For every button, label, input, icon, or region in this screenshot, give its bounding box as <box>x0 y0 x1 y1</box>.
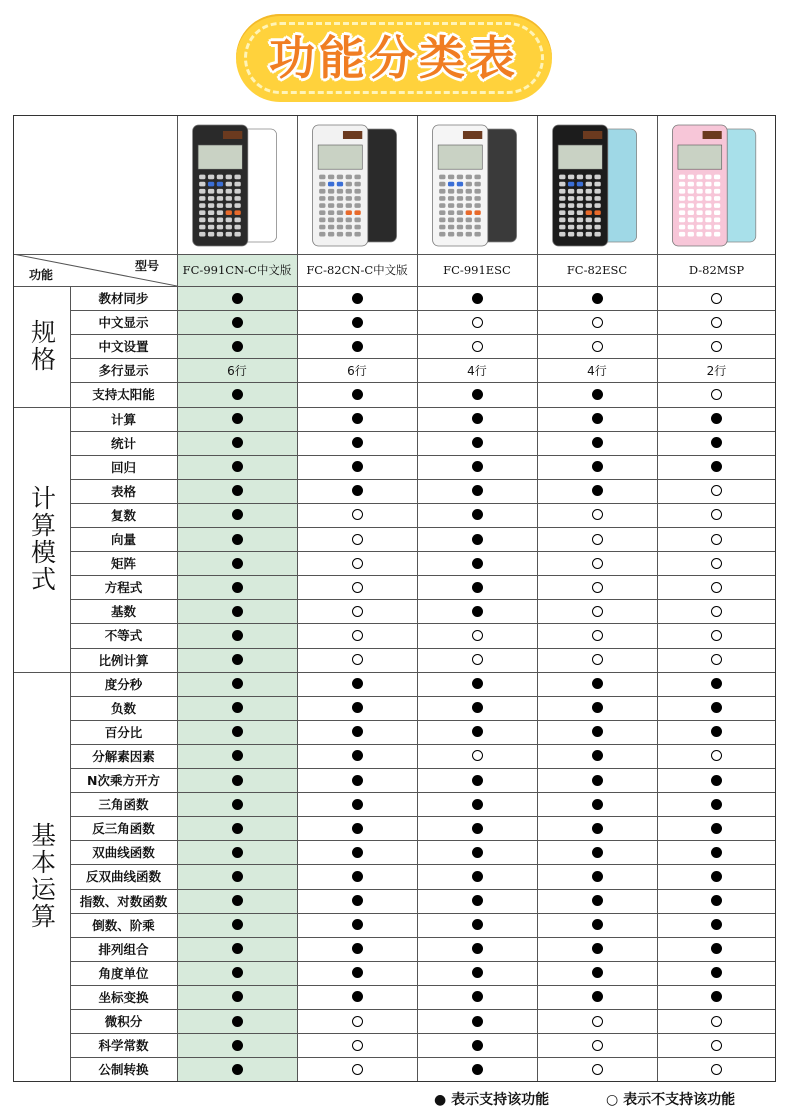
feature-label: 统计 <box>110 435 136 451</box>
legend-open-text: ○ 表示不支持该功能 <box>606 1092 736 1108</box>
value-text: 4行 <box>587 363 607 378</box>
feature-label: 排列组合 <box>98 941 149 957</box>
feature-label: 度分秒 <box>104 676 143 692</box>
model-name: D-82MSP <box>688 263 745 277</box>
value-text: 6行 <box>347 363 367 378</box>
legend-filled-text: ● 表示支持该功能 <box>434 1092 550 1108</box>
value-text: 6行 <box>227 363 247 378</box>
value-text: 4行 <box>467 363 487 378</box>
feature-label: 中文显示 <box>98 315 149 331</box>
legend-filled <box>434 1086 549 1112</box>
category-label: 基本运算 <box>27 822 57 931</box>
category-label: 规格 <box>27 319 57 374</box>
feature-label: 公制转换 <box>98 1062 149 1078</box>
table-frame <box>13 115 776 1082</box>
feature-label: 百分比 <box>104 724 143 740</box>
feature-label: 分解素因素 <box>92 748 155 764</box>
feature-label: 复数 <box>110 507 136 523</box>
model-name: FC-991ESC <box>443 263 511 277</box>
feature-label: 角度单位 <box>98 965 149 981</box>
feature-label: 多行显示 <box>98 363 149 379</box>
header-function-label: 功能 <box>29 268 54 282</box>
feature-label: 反双曲线函数 <box>85 869 161 885</box>
feature-label: 矩阵 <box>110 556 136 572</box>
feature-label: 不等式 <box>104 628 143 644</box>
model-name: FC-82CN-C中文版 <box>306 263 408 277</box>
legend-open <box>606 1086 735 1112</box>
feature-label: 坐标变换 <box>98 989 149 1005</box>
feature-label: 反三角函数 <box>92 821 155 837</box>
feature-label: 支持太阳能 <box>92 387 155 403</box>
feature-label: 微积分 <box>104 1014 143 1030</box>
feature-label: 中文设置 <box>98 339 149 355</box>
feature-label: N次乘方开方 <box>87 773 160 789</box>
feature-label: 回归 <box>110 459 136 475</box>
feature-label: 方程式 <box>104 580 143 596</box>
category-label: 计算模式 <box>27 485 57 594</box>
model-name: FC-991CN-C中文版 <box>182 263 292 277</box>
feature-label: 表格 <box>110 483 136 499</box>
feature-label: 比例计算 <box>98 652 149 668</box>
model-name: FC-82ESC <box>566 263 628 277</box>
feature-label: 教材同步 <box>98 291 149 307</box>
header-model-label: 型号 <box>135 259 160 273</box>
feature-label: 双曲线函数 <box>92 845 155 861</box>
page-title: 功能分类表 <box>269 31 519 85</box>
feature-label: 计算 <box>110 411 136 427</box>
value-text: 2行 <box>706 363 727 378</box>
feature-label: 指数、对数函数 <box>79 893 168 909</box>
feature-label: 三角函数 <box>98 797 149 813</box>
feature-label: 向量 <box>110 532 136 548</box>
feature-label: 负数 <box>110 700 136 716</box>
feature-label: 科学常数 <box>98 1038 149 1054</box>
feature-label: 基数 <box>110 604 136 620</box>
feature-label: 倒数、阶乘 <box>92 917 155 933</box>
